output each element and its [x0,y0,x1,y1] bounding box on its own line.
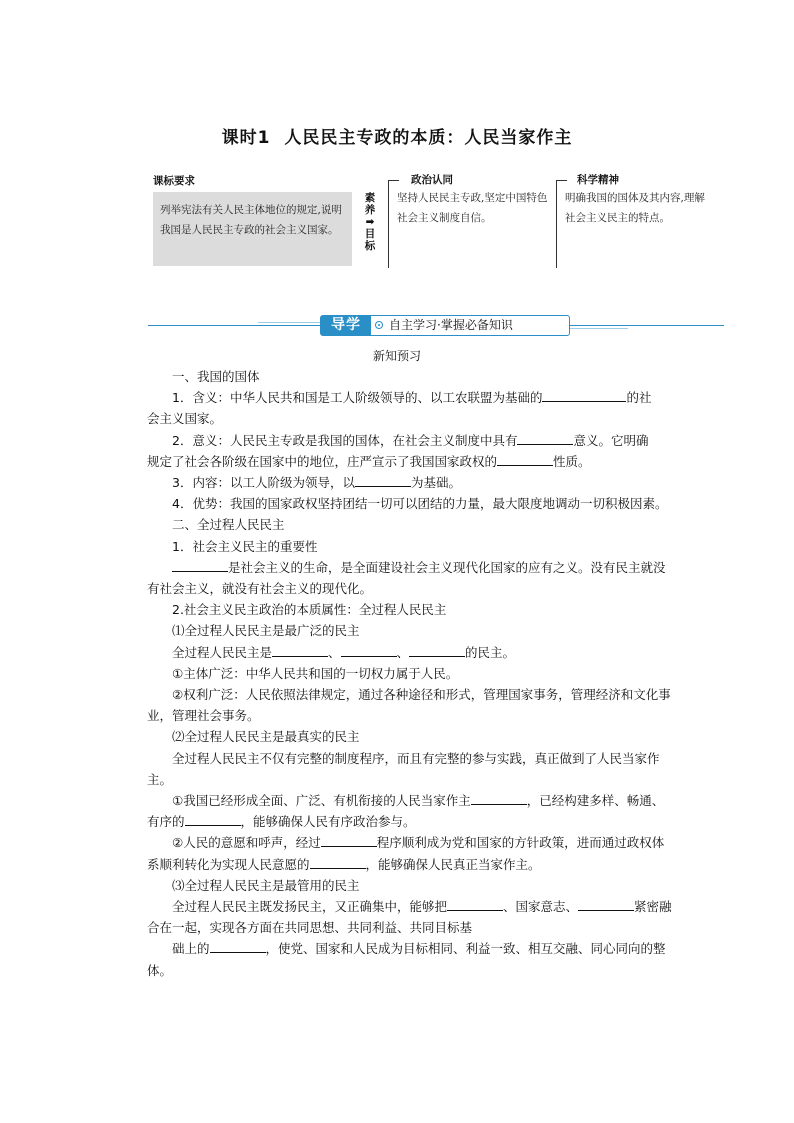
blank [321,832,377,847]
paragraph: ⑴全过程人民民主是最广泛的民主 [172,623,360,639]
paragraph: 全过程人民民主不仅有完整的制度程序，而且有完整的参与实践，真正做到了人民当家作主。 [147,750,660,787]
paragraph: 1．含义：中华人民共和国是工人阶级领导的、以工农联盟为基础的 的社 [147,387,675,408]
lesson-number: 课时1 [221,128,271,148]
curriculum-label: 课标要求 [153,175,195,187]
paragraph: ⑶全过程人民民主是最管用的民主 [172,877,360,893]
section-subtitle: 新知预习 [372,349,421,363]
paragraph: ①主体广泛：中华人民共和国的一切权力属于人民。 [172,665,459,681]
paragraph: ①我国已经形成全面、广泛、有机衔接的人民当家作主 ，已经构建多样、畅通、有序的 ，能够确保人民有序政治参与。 [147,790,675,832]
paragraph: ②权利广泛：人民依照法律规定，通过各种途径和形式，管理国家事务，管理经济和文化事业，管理社会事务。 [147,687,671,724]
literacy-goal-label: 素 养 ➡ 目 标 [364,192,376,252]
page-title [0,123,794,148]
paragraph: 全过程人民民主既发扬民主，又正确集中，能够把 、国家意志、 紧密融合在一起，实现各方面在共同思想、共同利益、共同目标基 [147,896,675,938]
blank [355,472,411,487]
blank [409,642,465,657]
paragraph: 3．内容：以工人阶级为领导，以 为基础。 [147,472,675,493]
content-body [147,366,675,981]
paragraph: 2．意义：人民民主专政是我国的国体，在社会主义制度中具有 意义。它明确 [147,430,675,451]
paragraph: 4．优势：我国的国家政权坚持团结一切可以团结的力量，最大限度地调动一切积极因素。 [172,496,668,512]
col2-text: 明确我国的国体及其内容,理解社会主义民主的特点。 [565,192,705,224]
section-banner [148,315,724,335]
banner-text: 自主学习·掌握必备知识 [389,318,513,332]
paragraph: ②人民的意愿和呼声，经过 程序顺利成为党和国家的方针政策，进而通过政权体系顺利转化为实现人民意愿的 ，能够确保人民真正当家作主。 [147,832,675,874]
blank [471,790,527,805]
blank [172,557,228,572]
col1-title: 政治认同 [411,174,453,186]
blank [517,430,573,445]
lesson-title: 人民民主专政的本质：人民当家作主 [284,128,573,148]
paragraph: 2.社会主义民主政治的本质属性：全过程人民民主 [172,602,447,618]
blank [210,938,266,953]
paragraph: 会主义国家。 [147,411,223,427]
paragraph: 础上的 ，使党、国家和人民成为目标相同、利益一致、相互交融、同心同向的整体。 [147,938,675,980]
blank [542,387,626,402]
paragraph: 全过程人民民主是 、 、 的民主。 [147,642,675,663]
banner-badge: 导学 [321,316,371,335]
blank [341,642,397,657]
paragraph: ⑵全过程人民民主是最真实的民主 [172,729,360,745]
heading-1: 一、我国的国体 [172,369,260,384]
paragraph: 规定了社会各阶级在国家中的地位，庄严宣示了我国国家政权的 性质。 [147,451,675,472]
paragraph: 1．社会主义民主的重要性 [172,538,318,554]
blank [447,896,503,911]
blank [272,642,328,657]
col2-bracket [556,180,557,268]
bullet-icon [375,321,383,329]
col1-bracket [388,180,389,268]
col1-text: 坚持人民民主专政,坚定中国特色社会主义制度自信。 [397,192,548,224]
heading-2: 二、全过程人民民主 [172,517,285,533]
curriculum-box [153,192,352,266]
blank [578,896,634,911]
blank [310,854,366,869]
blank [497,451,553,466]
blank [185,811,241,826]
curriculum-text: 列举宪法有关人民主体地位的规定,说明我国是人民民主专政的社会主义国家。 [160,204,342,236]
paragraph: 是社会主义的生命，是全面建设社会主义现代化国家的应有之义。没有民主就没有社会主义，就没有社会主义的现代化。 [147,557,675,599]
col2-title: 科学精神 [577,174,619,186]
